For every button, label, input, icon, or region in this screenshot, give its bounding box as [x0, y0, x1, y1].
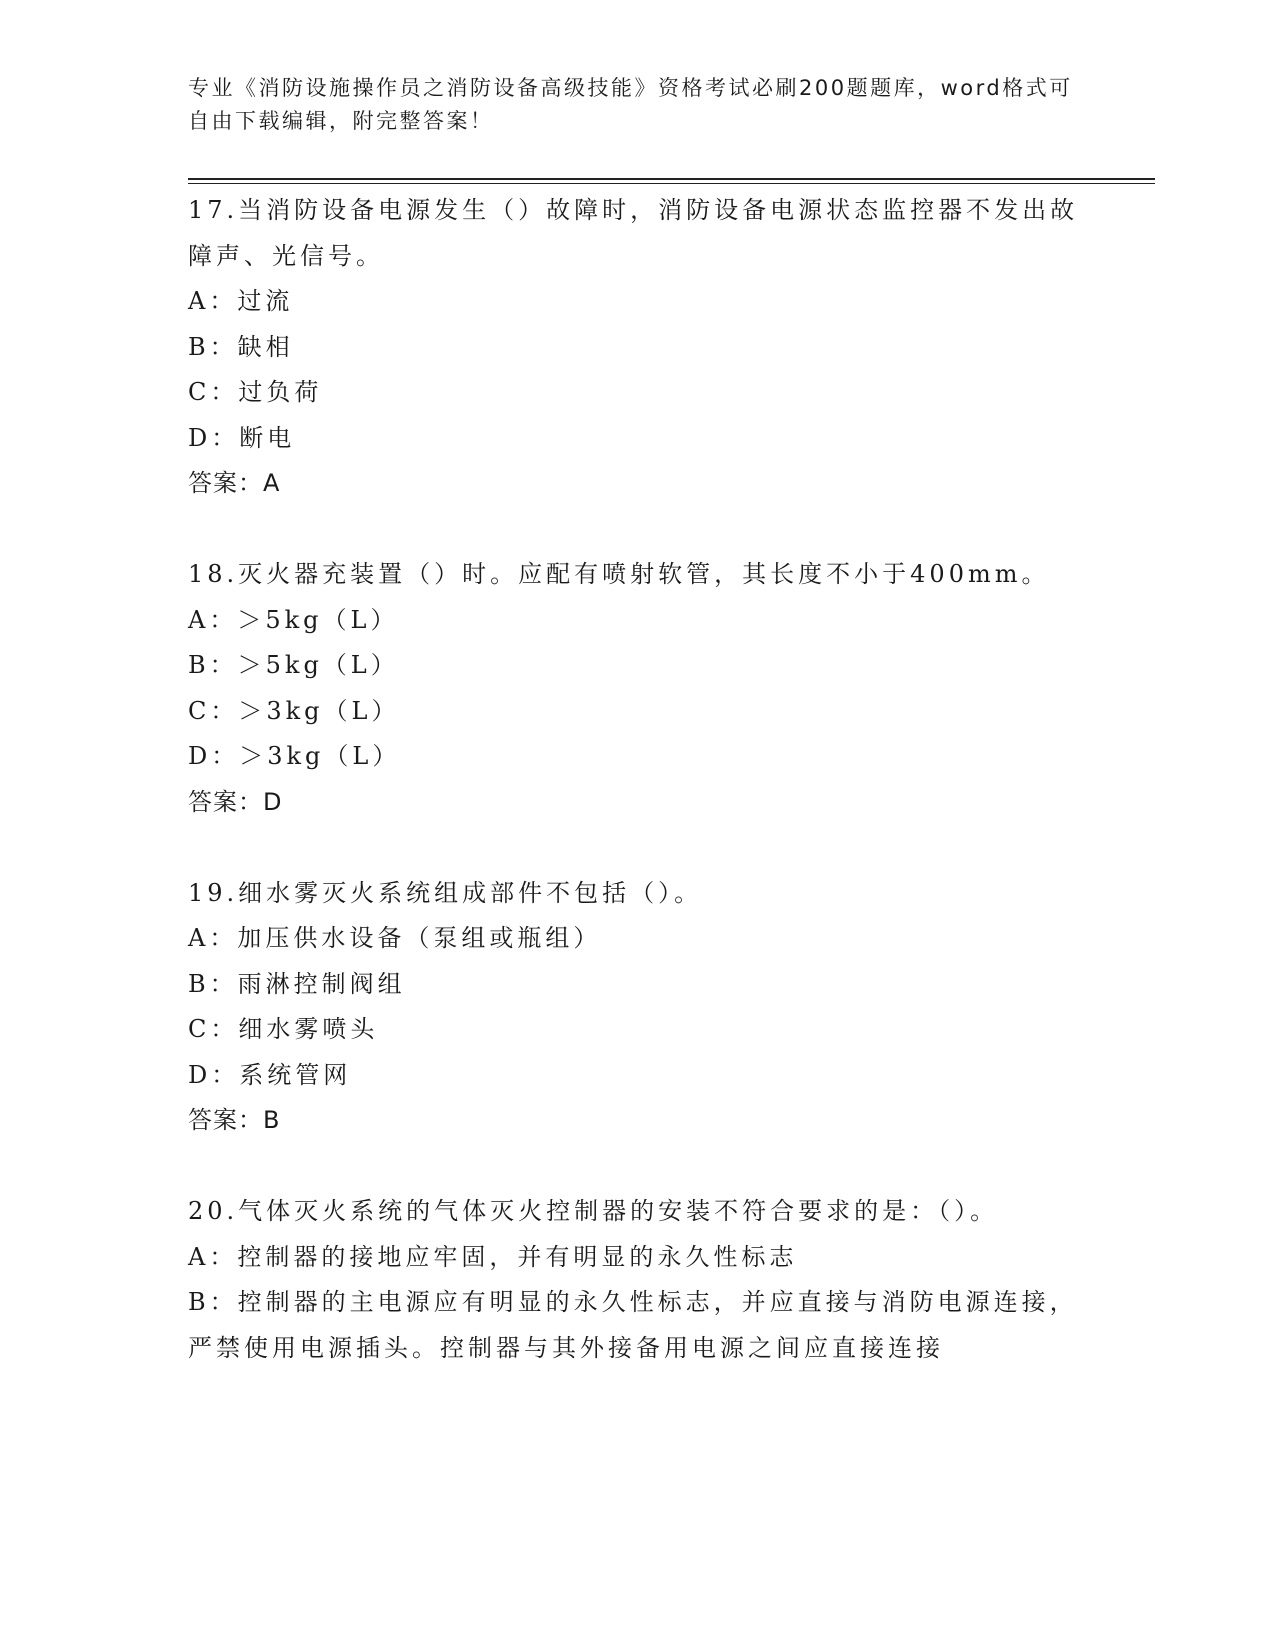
- header-divider-thick: [188, 178, 1155, 180]
- option-b: B：缺相: [188, 332, 294, 361]
- question-stem: 19.细水雾灭火系统组成部件不包括（）。: [188, 878, 703, 907]
- question-stem: 20.气体灭火系统的气体灭火控制器的安装不符合要求的是：（）。: [188, 1197, 999, 1225]
- option-b: B：控制器的主电源应有明显的永久性标志，并应直接与消防电源连接，严禁使用电源插头。控制器与其外接备用电源之间应直接连接: [188, 1288, 1078, 1362]
- option-d: D：断电: [188, 423, 296, 452]
- answer-line: 答案：D: [188, 787, 283, 816]
- option-d: D：＞3kg（L）: [188, 742, 401, 770]
- question-19: [188, 871, 1088, 1144]
- question-20: [188, 1189, 1088, 1371]
- option-a: A：过流: [188, 287, 294, 315]
- question-17: [188, 188, 1088, 507]
- spacer: [188, 507, 1088, 553]
- option-a: A：控制器的接地应牢固，并有明显的永久性标志: [188, 1242, 798, 1271]
- question-stem: 17.当消防设备电源发生（）故障时，消防设备电源状态监控器不发出故障声、光信号。: [188, 196, 1079, 270]
- option-b: B：雨淋控制阀组: [188, 969, 406, 998]
- option-c: C：过负荷: [188, 378, 323, 406]
- question-stem: 18.灭火器充装置（）时。应配有喷射软管，其长度不小于400mm。: [188, 560, 1050, 588]
- spacer: [188, 1144, 1088, 1190]
- header-divider-thin: [188, 183, 1155, 184]
- option-b: B：＞5kg（L）: [188, 651, 399, 679]
- answer-line: 答案：B: [188, 1106, 281, 1134]
- question-18: [188, 552, 1088, 825]
- spacer: [188, 825, 1088, 871]
- option-c: C：细水雾喷头: [188, 1015, 379, 1043]
- option-a: A：＞5kg（L）: [188, 605, 399, 634]
- option-c: C：＞3kg（L）: [188, 696, 400, 725]
- option-d: D：系统管网: [188, 1060, 352, 1089]
- answer-line: 答案：A: [188, 469, 281, 497]
- question-list: [188, 188, 1088, 1371]
- option-a: A：加压供水设备（泵组或瓶组）: [188, 924, 602, 952]
- document-header: 专业《消防设施操作员之消防设备高级技能》资格考试必刷200题题库，word格式可自由下载编辑，附完整答案！: [188, 76, 1073, 133]
